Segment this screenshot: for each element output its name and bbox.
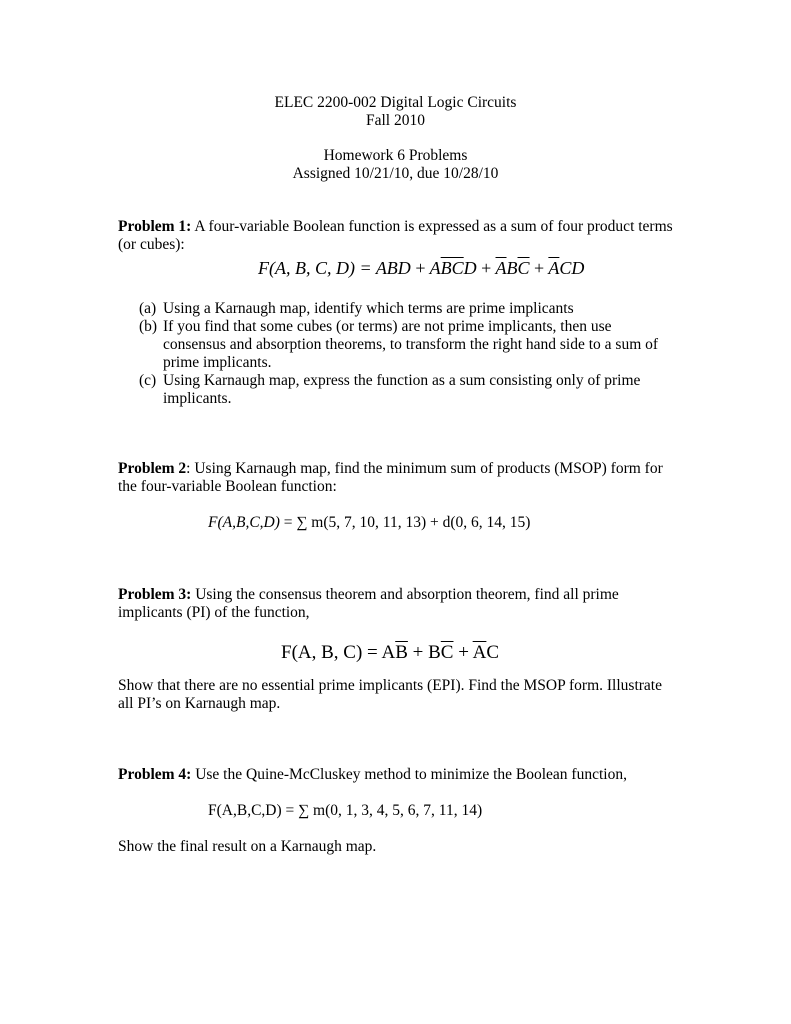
problem2-equation-rhs: = ∑ m(5, 7, 10, 11, 13) + d(0, 6, 14, 15) <box>279 514 531 531</box>
problem4-outro: Show the final result on a Karnaugh map. <box>118 838 377 855</box>
problem3-intro-line1 <box>118 586 619 604</box>
term: Fall 2010 <box>366 112 425 129</box>
problem2-label: Problem 2 <box>118 460 187 477</box>
problem3-intro-text: Using the consensus theorem and absorption theorem, find all prime <box>191 586 619 603</box>
eq1-term1: ABD <box>375 258 411 278</box>
problem3-label: Problem 3: <box>118 586 192 603</box>
problem2-intro-line1 <box>118 460 663 478</box>
homework-title: Homework 6 Problems <box>323 147 468 164</box>
eq1-plus2: + <box>481 258 492 278</box>
problem4-intro <box>118 766 627 784</box>
problem1-label: Problem 1: <box>118 218 192 235</box>
problem1-item-c: (c) Using Karnaugh map, express the function as a sum consisting only of prime implicants. <box>139 372 641 407</box>
eq3-lhs: F(A, B, C) = <box>281 642 382 663</box>
eq1-term4: $\overline{A}CD$ <box>548 258 585 278</box>
problem2-intro-line2: the four-variable Boolean function: <box>118 478 337 495</box>
eq1-term2: $A\overline{BC}D$ <box>429 258 477 278</box>
eq3-term2: $B\overline{C}$ <box>428 642 454 663</box>
eq1-plus1: + <box>415 258 426 278</box>
course-title: ELEC 2200-002 Digital Logic Circuits <box>274 94 517 111</box>
problem2-equation-lhs: F(A,B,C,D) <box>208 514 280 531</box>
problem1-item-b: (b) If you find that some cubes (or terms) are not prime implicants, then use consensus and absorption theorems, to transform the right hand side to a sum of prime implicants. <box>139 318 659 371</box>
problem1-intro-line2: (or cubes): <box>118 236 185 253</box>
problem1-equation <box>258 257 584 279</box>
problem2-intro-text: : Using Karnaugh map, find the minimum sum of products (MSOP) form for <box>186 460 663 477</box>
problem3-equation <box>281 642 499 664</box>
assignment-dates: Assigned 10/21/10, due 10/28/10 <box>292 165 499 182</box>
eq1-plus3: + <box>534 258 545 278</box>
problem2-equation <box>208 514 530 532</box>
problem1-intro-line1 <box>118 218 673 236</box>
eq1-term3: $\overline{A}B\overline{C}$ <box>495 258 530 278</box>
problem3-intro-line2: implicants (PI) of the function, <box>118 604 310 621</box>
problem4-intro-text: Use the Quine-McCluskey method to minimize the Boolean function, <box>191 766 627 783</box>
eq3-plus1: + <box>407 642 429 663</box>
problem4-label: Problem 4: <box>118 766 192 783</box>
eq3-term1: $A\overline{B}$ <box>381 642 408 663</box>
eq1-lhs: F(A, B, C, D) = <box>258 258 372 278</box>
problem3-outro-line1: Show that there are no essential prime implicants (EPI). Find the MSOP form. Illustrate <box>118 677 662 694</box>
eq3-term3: $\overline{A}C$ <box>472 642 500 663</box>
document-page: ELEC 2200-002 Digital Logic Circuits Fall 2010 Homework 6 Problems Assigned 10/21/10, due 10/28/10 Problem 1: A four-variable Boolean function is expressed as a sum of four product terms (or cubes): F(A, B, C, D) = ABD + $A\overline{BC}D + \overline{A}B\overline{C} + \overline{A}CD$ (a) Using a Karnaugh map, identify which terms are prime implicants (b) If you find that some cubes (or terms) are not prime implicants, then use consensus and absorption theorems, to transform the right hand side to a sum of prime implicants. (c) Using Karnaugh map, express the function as a sum consisting only of prime implicants. Problem 2: Using Karnaugh map, find the minimum sum of products (MSOP) form for the four-variable Boolean function: F(A,B,C,D) = ∑ m(5, 7, 10, 11, 13) + d(0, 6, 14, 15) Problem 3: Using the consensus theorem and absorption theorem, find all prime implicants (PI) of the function, F(A, B, $C) = A\overline{B} + B\overline{C} + \overline{A}C$ Show that there are no essential prime implicants (EPI). Find the MSOP form. Illustrate all PI’s on Karnaugh map. Problem 4: Use the Quine-McCluskey method to minimize the Boolean function, F(A,B,C,D) = ∑ m(0, 1, 3, 4, 5, 6, 7, 11, 14) Show the final result on a Karnaugh map. <box>0 0 791 1024</box>
problem3-outro-line2: all PI’s on Karnaugh map. <box>118 695 281 712</box>
problem1-intro-text: A four-variable Boolean function is expressed as a sum of four product terms <box>191 218 673 235</box>
eq3-plus2: + <box>453 642 473 663</box>
problem4-equation: F(A,B,C,D) = ∑ m(0, 1, 3, 4, 5, 6, 7, 11, 14) <box>208 802 483 819</box>
